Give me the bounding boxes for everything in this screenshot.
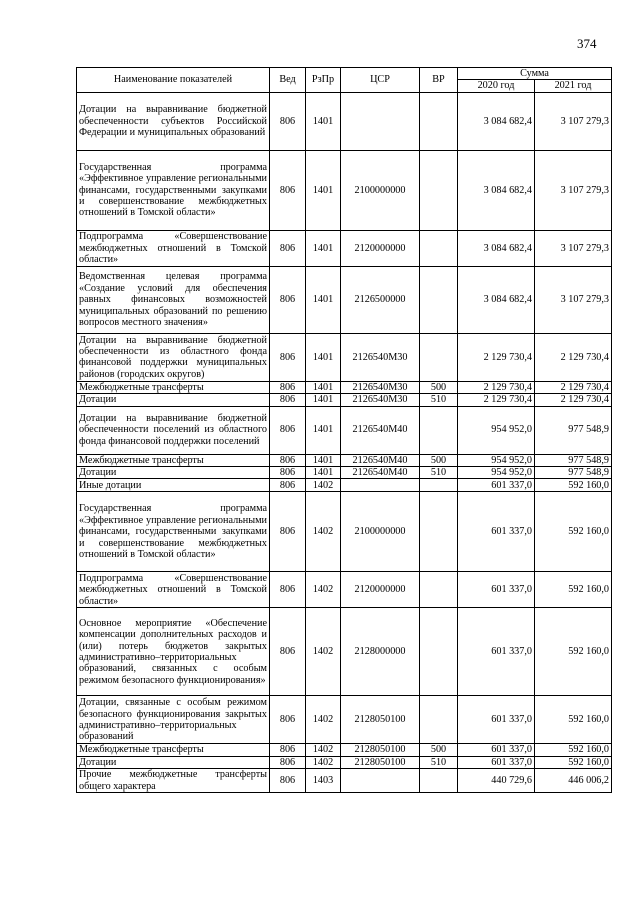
row-csr bbox=[341, 769, 420, 793]
row-rzpr: 1402 bbox=[306, 479, 341, 492]
row-sum-2020: 2 129 730,4 bbox=[458, 381, 535, 393]
budget-table bbox=[76, 67, 612, 793]
table-row bbox=[77, 744, 612, 756]
row-ved: 806 bbox=[270, 467, 306, 479]
row-sum-2021: 2 129 730,4 bbox=[535, 333, 612, 381]
row-csr: 2126540М40 bbox=[341, 454, 420, 466]
row-name: Дотации, связанные с особым режимом безопасного функционирования закрытых административно–территориальных образований bbox=[77, 696, 270, 744]
row-rzpr: 1401 bbox=[306, 333, 341, 381]
row-sum-2020: 3 084 682,4 bbox=[458, 92, 535, 150]
table-row bbox=[77, 696, 612, 744]
row-rzpr: 1402 bbox=[306, 572, 341, 608]
row-sum-2021: 3 107 279,3 bbox=[535, 92, 612, 150]
table-row bbox=[77, 608, 612, 696]
row-rzpr: 1401 bbox=[306, 467, 341, 479]
row-csr: 2120000000 bbox=[341, 230, 420, 266]
row-sum-2021: 977 548,9 bbox=[535, 406, 612, 454]
row-rzpr: 1402 bbox=[306, 744, 341, 756]
row-sum-2021: 592 160,0 bbox=[535, 696, 612, 744]
row-rzpr: 1402 bbox=[306, 756, 341, 768]
row-ved: 806 bbox=[270, 744, 306, 756]
row-name: Дотации на выравнивание бюджетной обеспеченности поселений из областного фонда финансовой поддержки поселений bbox=[77, 406, 270, 454]
row-rzpr: 1401 bbox=[306, 406, 341, 454]
row-sum-2021: 592 160,0 bbox=[535, 608, 612, 696]
row-csr: 2100000000 bbox=[341, 150, 420, 230]
row-name: Прочие межбюджетные трансферты общего характера bbox=[77, 769, 270, 793]
table-row bbox=[77, 92, 612, 150]
row-sum-2020: 3 084 682,4 bbox=[458, 230, 535, 266]
row-ved: 806 bbox=[270, 572, 306, 608]
row-csr: 2126540М40 bbox=[341, 467, 420, 479]
row-sum-2021: 3 107 279,3 bbox=[535, 266, 612, 333]
row-sum-2021: 592 160,0 bbox=[535, 479, 612, 492]
row-ved: 806 bbox=[270, 492, 306, 572]
row-vr bbox=[420, 150, 458, 230]
row-rzpr: 1402 bbox=[306, 492, 341, 572]
table-row bbox=[77, 230, 612, 266]
table-row bbox=[77, 333, 612, 381]
row-vr: 510 bbox=[420, 756, 458, 768]
row-name: Иные дотации bbox=[77, 479, 270, 492]
row-ved: 806 bbox=[270, 696, 306, 744]
table-row bbox=[77, 479, 612, 492]
header-vr: ВР bbox=[420, 68, 458, 93]
row-sum-2020: 601 337,0 bbox=[458, 608, 535, 696]
row-ved: 806 bbox=[270, 266, 306, 333]
row-name: Межбюджетные трансферты bbox=[77, 744, 270, 756]
row-name: Дотации bbox=[77, 394, 270, 406]
row-ved: 806 bbox=[270, 92, 306, 150]
row-sum-2021: 2 129 730,4 bbox=[535, 381, 612, 393]
row-vr bbox=[420, 333, 458, 381]
row-sum-2020: 954 952,0 bbox=[458, 467, 535, 479]
row-ved: 806 bbox=[270, 454, 306, 466]
row-csr: 2126500000 bbox=[341, 266, 420, 333]
row-sum-2020: 440 729,6 bbox=[458, 769, 535, 793]
row-vr bbox=[420, 492, 458, 572]
header-csr: ЦСР bbox=[341, 68, 420, 93]
row-sum-2021: 977 548,9 bbox=[535, 467, 612, 479]
row-ved: 806 bbox=[270, 333, 306, 381]
row-sum-2020: 601 337,0 bbox=[458, 479, 535, 492]
row-vr bbox=[420, 696, 458, 744]
row-csr bbox=[341, 92, 420, 150]
row-vr: 510 bbox=[420, 467, 458, 479]
row-name: Дотации bbox=[77, 467, 270, 479]
row-ved: 806 bbox=[270, 756, 306, 768]
row-csr: 2128050100 bbox=[341, 744, 420, 756]
row-sum-2020: 601 337,0 bbox=[458, 756, 535, 768]
row-csr: 2128000000 bbox=[341, 608, 420, 696]
row-ved: 806 bbox=[270, 479, 306, 492]
row-sum-2021: 592 160,0 bbox=[535, 492, 612, 572]
row-name: Дотации bbox=[77, 756, 270, 768]
row-csr: 2100000000 bbox=[341, 492, 420, 572]
row-sum-2021: 592 160,0 bbox=[535, 756, 612, 768]
table-row bbox=[77, 394, 612, 406]
row-vr bbox=[420, 479, 458, 492]
row-sum-2020: 601 337,0 bbox=[458, 744, 535, 756]
row-sum-2021: 3 107 279,3 bbox=[535, 150, 612, 230]
table-row bbox=[77, 454, 612, 466]
row-sum-2021: 446 006,2 bbox=[535, 769, 612, 793]
row-sum-2020: 601 337,0 bbox=[458, 492, 535, 572]
row-sum-2021: 2 129 730,4 bbox=[535, 394, 612, 406]
row-ved: 806 bbox=[270, 150, 306, 230]
row-ved: 806 bbox=[270, 230, 306, 266]
row-vr: 500 bbox=[420, 744, 458, 756]
row-rzpr: 1403 bbox=[306, 769, 341, 793]
row-csr: 2128050100 bbox=[341, 756, 420, 768]
row-vr bbox=[420, 92, 458, 150]
row-sum-2020: 2 129 730,4 bbox=[458, 394, 535, 406]
header-ved: Вед bbox=[270, 68, 306, 93]
row-sum-2020: 954 952,0 bbox=[458, 406, 535, 454]
row-name: Подпрограмма «Совершенствование межбюджетных отношений в Томской области» bbox=[77, 572, 270, 608]
row-sum-2020: 601 337,0 bbox=[458, 572, 535, 608]
row-vr: 510 bbox=[420, 394, 458, 406]
row-ved: 806 bbox=[270, 406, 306, 454]
row-sum-2020: 2 129 730,4 bbox=[458, 333, 535, 381]
row-name: Ведомственная целевая программа «Создание условий для обеспечения равных финансовых возможностей муниципальных образований по решению вопросов местного значения» bbox=[77, 266, 270, 333]
row-name: Межбюджетные трансферты bbox=[77, 381, 270, 393]
row-sum-2021: 592 160,0 bbox=[535, 744, 612, 756]
row-ved: 806 bbox=[270, 381, 306, 393]
row-vr bbox=[420, 769, 458, 793]
row-csr: 2128050100 bbox=[341, 696, 420, 744]
row-name: Дотации на выравнивание бюджетной обеспеченности субъектов Российской Федерации и муниципальных образований bbox=[77, 92, 270, 150]
header-rzpr: РзПр bbox=[306, 68, 341, 93]
row-rzpr: 1401 bbox=[306, 454, 341, 466]
row-ved: 806 bbox=[270, 769, 306, 793]
page-number: 374 bbox=[577, 36, 597, 51]
header-name: Наименование показателей bbox=[77, 68, 270, 93]
row-ved: 806 bbox=[270, 394, 306, 406]
table-row bbox=[77, 266, 612, 333]
row-name: Подпрограмма «Совершенствование межбюджетных отношений в Томской области» bbox=[77, 230, 270, 266]
table-row bbox=[77, 572, 612, 608]
table-row bbox=[77, 381, 612, 393]
row-sum-2020: 3 084 682,4 bbox=[458, 266, 535, 333]
table-row bbox=[77, 406, 612, 454]
row-csr: 2126540М40 bbox=[341, 406, 420, 454]
row-rzpr: 1401 bbox=[306, 150, 341, 230]
row-vr bbox=[420, 608, 458, 696]
row-rzpr: 1402 bbox=[306, 608, 341, 696]
row-sum-2021: 3 107 279,3 bbox=[535, 230, 612, 266]
row-name: Межбюджетные трансферты bbox=[77, 454, 270, 466]
row-vr: 500 bbox=[420, 381, 458, 393]
table-row bbox=[77, 756, 612, 768]
row-sum-2021: 977 548,9 bbox=[535, 454, 612, 466]
header-year-2021: 2021 год bbox=[535, 80, 612, 92]
row-sum-2020: 601 337,0 bbox=[458, 696, 535, 744]
header-sum: Сумма bbox=[458, 68, 612, 80]
row-vr bbox=[420, 406, 458, 454]
header-year-2020: 2020 год bbox=[458, 80, 535, 92]
row-csr bbox=[341, 479, 420, 492]
row-rzpr: 1402 bbox=[306, 696, 341, 744]
row-name: Государственная программа «Эффективное управление региональными финансами, государственными закупками и совершенствование межбюджетных отношений в Томской области» bbox=[77, 150, 270, 230]
row-rzpr: 1401 bbox=[306, 394, 341, 406]
row-csr: 2120000000 bbox=[341, 572, 420, 608]
row-rzpr: 1401 bbox=[306, 230, 341, 266]
table-row bbox=[77, 467, 612, 479]
row-csr: 2126540М30 bbox=[341, 333, 420, 381]
row-ved: 806 bbox=[270, 608, 306, 696]
row-csr: 2126540М30 bbox=[341, 381, 420, 393]
table-row bbox=[77, 150, 612, 230]
row-csr: 2126540М30 bbox=[341, 394, 420, 406]
row-rzpr: 1401 bbox=[306, 266, 341, 333]
row-rzpr: 1401 bbox=[306, 381, 341, 393]
row-sum-2020: 954 952,0 bbox=[458, 454, 535, 466]
row-sum-2021: 592 160,0 bbox=[535, 572, 612, 608]
row-name: Дотации на выравнивание бюджетной обеспеченности из областного фонда финансовой поддержки муниципальных районов (городских округов) bbox=[77, 333, 270, 381]
row-name: Основное мероприятие «Обеспечение компенсации дополнительных расходов и (или) потерь бюджетов закрытых административно–территориальных образований, связанных с особым режимом безопасного функционирования» bbox=[77, 608, 270, 696]
table-row bbox=[77, 492, 612, 572]
row-vr: 500 bbox=[420, 454, 458, 466]
row-vr bbox=[420, 572, 458, 608]
row-vr bbox=[420, 266, 458, 333]
row-rzpr: 1401 bbox=[306, 92, 341, 150]
row-vr bbox=[420, 230, 458, 266]
table-row bbox=[77, 769, 612, 793]
row-name: Государственная программа «Эффективное управление региональными финансами, государственными закупками и совершенствование межбюджетных отношений в Томской области» bbox=[77, 492, 270, 572]
row-sum-2020: 3 084 682,4 bbox=[458, 150, 535, 230]
